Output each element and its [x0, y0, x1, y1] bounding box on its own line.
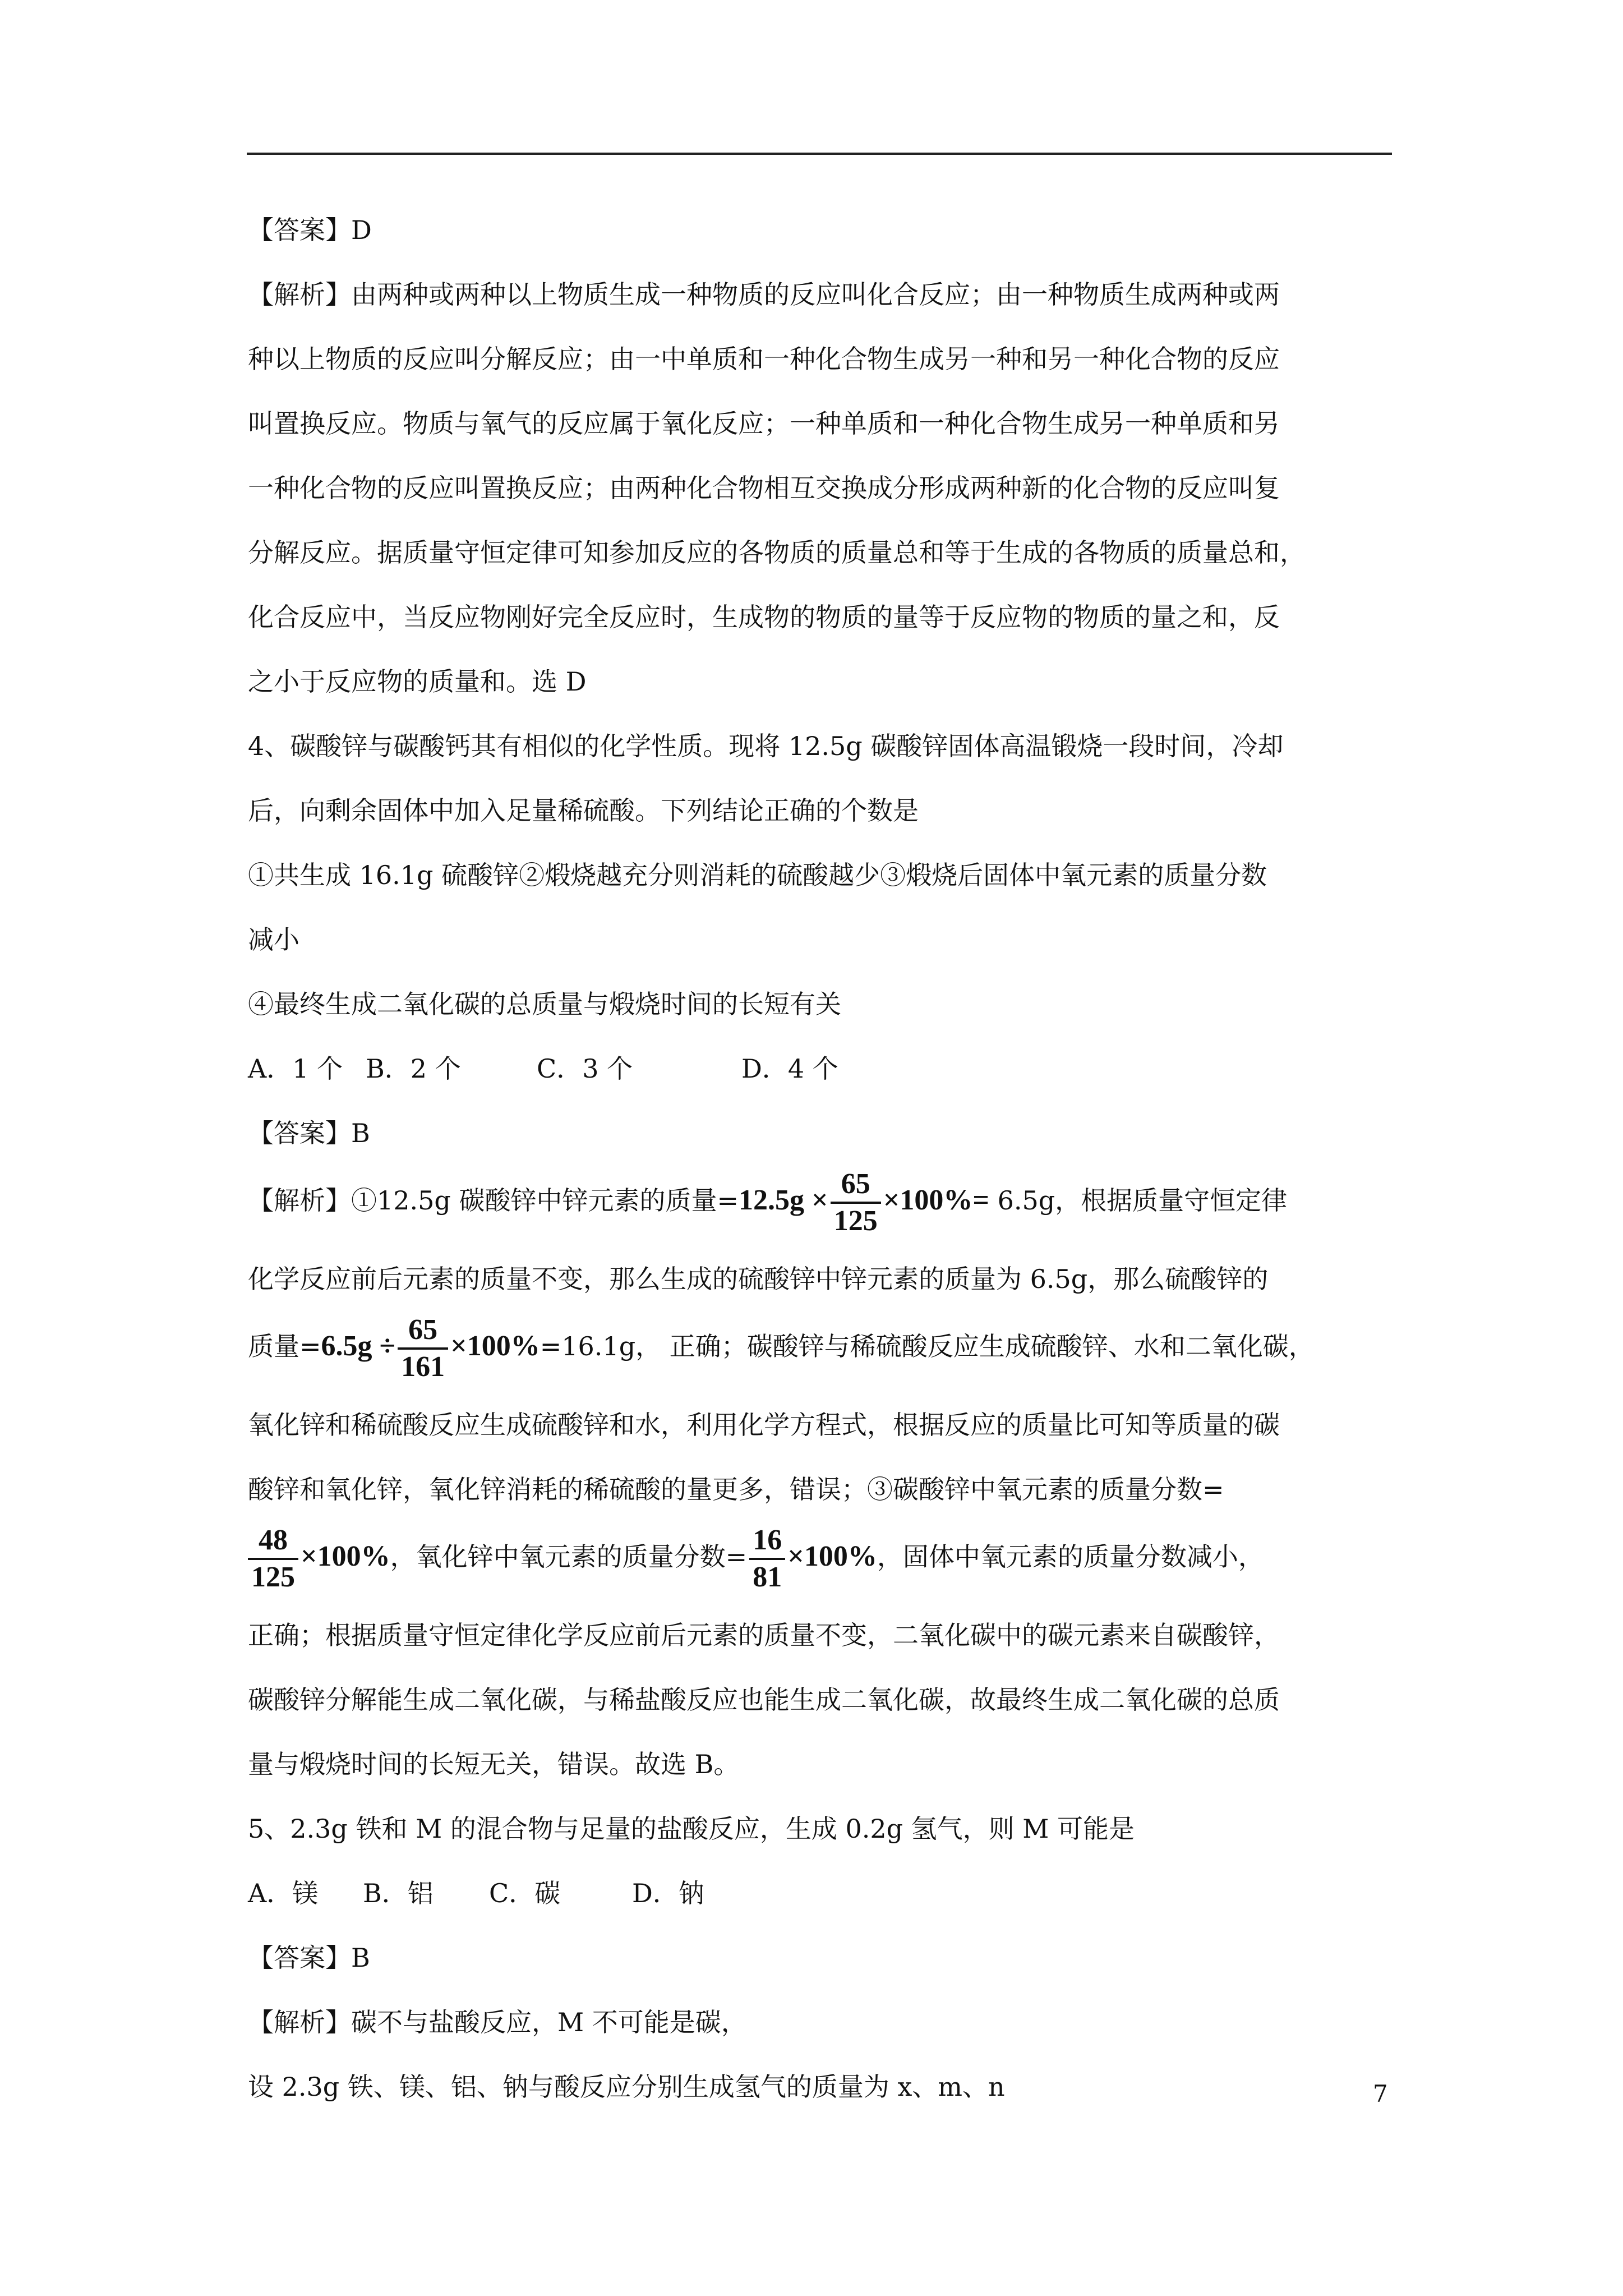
fraction-numerator: 65	[831, 1167, 881, 1204]
math-expression: ×100%	[787, 1540, 877, 1572]
analysis-line: 【解析】碳不与盐酸反应，M 不可能是碳，	[248, 2007, 747, 2037]
analysis-line: 量与煅烧时间的长短无关，错误。故选 B。	[248, 1749, 740, 1779]
answer-label-q3: 【答案】D	[248, 215, 372, 245]
analysis-text: ，氧化锌中氧元素的质量分数=	[390, 1542, 748, 1572]
analysis-line-formula	[248, 1313, 1398, 1384]
analysis-line: 叫置换反应。物质与氧气的反应属于氧化反应；一种单质和一种化合物生成另一种单质和另	[248, 408, 1280, 439]
analysis-line: 【解析】由两种或两种以上物质生成一种物质的反应叫化合反应；由一种物质生成两种或两	[248, 279, 1280, 310]
question-5-options	[248, 1876, 1398, 1910]
answer-label-q5: 【答案】B	[248, 1943, 370, 1973]
answer-label-q4: 【答案】B	[248, 1118, 370, 1148]
option-d: D．钠	[632, 1878, 704, 1908]
option-d: D．4 个	[741, 1053, 838, 1084]
fraction-denominator: 81	[753, 1561, 782, 1593]
analysis-line: 正确；根据质量守恒定律化学反应前后元素的质量不变，二氧化碳中的碳元素来自碳酸锌，	[248, 1620, 1280, 1650]
fraction-numerator: 65	[398, 1313, 448, 1350]
header-rule	[247, 153, 1392, 155]
analysis-line: 氧化锌和稀硫酸反应生成硫酸锌和水，利用化学方程式，根据反应的质量比可知等质量的碳	[248, 1410, 1280, 1440]
question-4-stem: 后，向剩余固体中加入足量稀硫酸。下列结论正确的个数是	[248, 795, 919, 826]
math-expression: 12.5g ×	[739, 1184, 828, 1216]
math-expression: ×100%=	[883, 1184, 989, 1216]
analysis-line: 化学反应前后元素的质量不变，那么生成的硫酸锌中锌元素的质量为 6.5g，那么硫酸锌的	[248, 1264, 1269, 1294]
analysis-line: 酸锌和氧化锌，氧化锌消耗的稀硫酸的量更多，错误；③碳酸锌中氧元素的质量分数=	[248, 1474, 1224, 1504]
option-c: C．3 个	[537, 1053, 633, 1084]
analysis-line: 之小于反应物的质量和。选 D	[248, 666, 587, 697]
question-4-statements: 减小	[248, 924, 299, 955]
fraction-denominator: 125	[251, 1561, 295, 1593]
analysis-line: 种以上物质的反应叫分解反应；由一中单质和一种化合物生成另一种和另一种化合物的反应	[248, 344, 1280, 374]
analysis-line: 一种化合物的反应叫置换反应；由两种化合物相互交换成分形成两种新的化合物的反应叫复	[248, 473, 1280, 503]
analysis-text: =16.1g， 正确；碳酸锌与稀硫酸反应生成硫酸锌、水和二氧化碳，	[540, 1331, 1315, 1361]
option-b: B．2 个	[366, 1053, 461, 1084]
question-4-stem: 4、碳酸锌与碳酸钙其有相似的化学性质。现将 12.5g 碳酸锌固体高温锻烧一段时间，冷却	[248, 731, 1284, 761]
fraction	[749, 1523, 785, 1595]
option-a: A．镁	[248, 1878, 319, 1908]
fraction	[398, 1313, 448, 1384]
option-a: A．1 个	[248, 1053, 343, 1084]
math-expression: ×100%	[301, 1540, 390, 1572]
question-4-options	[248, 1052, 1398, 1085]
math-expression: ×100%	[450, 1330, 540, 1362]
question-5-stem: 5、2.3g 铁和 M 的混合物与足量的盐酸反应，生成 0.2g 氢气，则 M 可能是	[248, 1814, 1135, 1844]
page-number: 7	[1373, 2080, 1388, 2108]
analysis-text: ，固体中氧元素的质量分数减小，	[877, 1542, 1264, 1572]
analysis-line-formula	[248, 1167, 1398, 1239]
fraction-denominator: 125	[833, 1205, 878, 1237]
math-expression: 6.5g ÷	[321, 1330, 396, 1362]
fraction-numerator: 48	[248, 1523, 298, 1560]
analysis-line: 化合反应中，当反应物刚好完全反应时，生成物的物质的量等于反应物的物质的量之和，反	[248, 602, 1280, 632]
question-4-statements: ①共生成 16.1g 硫酸锌②煅烧越充分则消耗的硫酸越少③煅烧后固体中氧元素的质量分数	[248, 860, 1267, 890]
fraction-denominator: 161	[401, 1351, 445, 1383]
analysis-line-formula	[248, 1523, 1398, 1595]
fraction-numerator: 16	[749, 1523, 785, 1560]
option-c: C．碳	[489, 1878, 561, 1908]
option-b: B．铝	[363, 1878, 434, 1908]
analysis-text: 6.5g，根据质量守恒定律	[989, 1185, 1288, 1216]
analysis-line: 设 2.3g 铁、镁、铝、钠与酸反应分别生成氢气的质量为 x、m、n	[248, 2072, 1005, 2102]
analysis-text: 质量=	[248, 1331, 321, 1361]
fraction	[831, 1167, 881, 1239]
analysis-line: 分解反应。据质量守恒定律可知参加反应的各物质的质量总和等于生成的各物质的质量总和，	[248, 537, 1306, 568]
analysis-line: 碳酸锌分解能生成二氧化碳，与稀盐酸反应也能生成二氧化碳，故最终生成二氧化碳的总质	[248, 1685, 1280, 1715]
fraction	[248, 1523, 298, 1595]
question-4-statements: ④最终生成二氧化碳的总质量与煅烧时间的长短有关	[248, 989, 841, 1019]
analysis-text: 【解析】①12.5g 碳酸锌中锌元素的质量=	[248, 1185, 739, 1216]
